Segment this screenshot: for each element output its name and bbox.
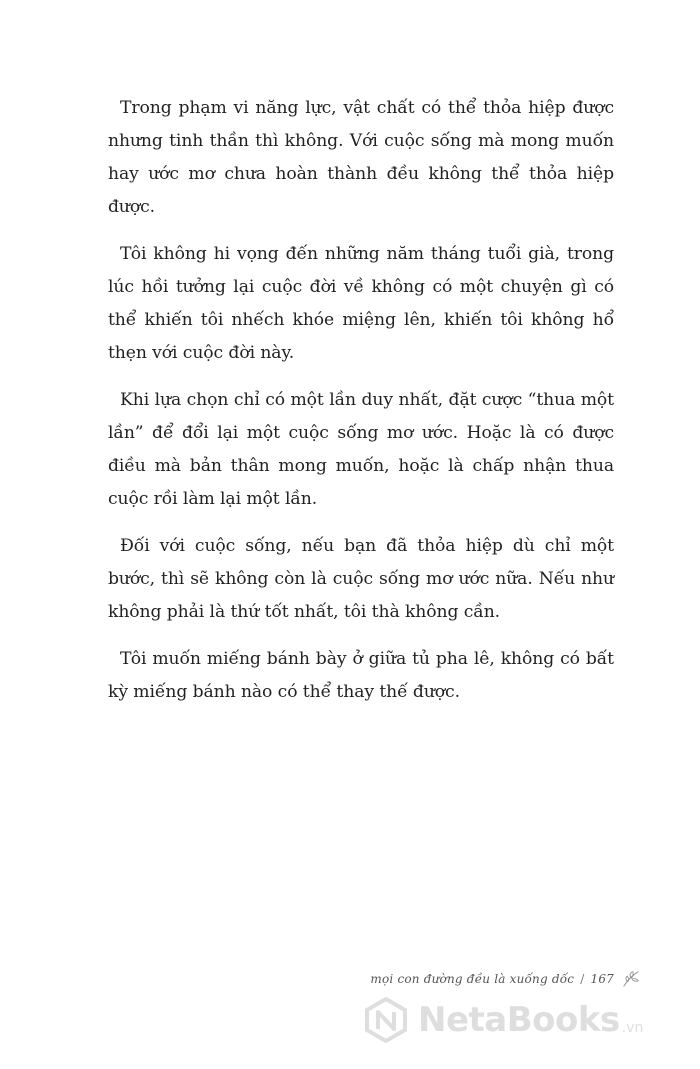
watermark-tld: .vn [621, 1020, 644, 1036]
page-number: 167 [590, 972, 614, 986]
running-title: mọi con đường đều là xuống dốc [370, 972, 575, 986]
page-footer [370, 968, 642, 990]
paragraph-2: Tôi không hi vọng đến những năm tháng tuổi già, trong lúc hồi tưởng lại cuộc đời về không có một chuyện gì có thể khiến tôi nhếch khóe miệng lên, khiến tôi không hổ thẹn với cuộc đời này. [108, 244, 614, 363]
watermark [362, 996, 643, 1044]
leaf-icon [620, 968, 642, 990]
paragraph-1: Trong phạm vi năng lực, vật chất có thể thỏa hiệp được nhưng tinh thần thì không. Với cuộc sống mà mong muốn hay ước mơ chưa hoàn thành đều không thể thỏa hiệp được. [108, 98, 614, 217]
paragraph-5: Tôi muốn miếng bánh bày ở giữa tủ pha lê, không có bất kỳ miếng bánh nào có thể thay thế được. [108, 649, 614, 702]
netabooks-logo-icon [362, 996, 410, 1044]
watermark-brand: NetaBooks [418, 1000, 620, 1040]
page-body [108, 92, 614, 723]
paragraph-3: Khi lựa chọn chỉ có một lần duy nhất, đặt cược “thua một lần” để đổi lại một cuộc sống mơ ước. Hoặc là có được điều mà bản thân mong muốn, hoặc là chấp nhận thua cuộc rồi làm lại một lần. [108, 390, 614, 509]
paragraph-4: Đối với cuộc sống, nếu bạn đã thỏa hiệp dù chỉ một bước, thì sẽ không còn là cuộc sống mơ ước nữa. Nếu như không phải là thứ tốt nhất, tôi thà không cần. [108, 536, 614, 622]
footer-separator: / [580, 972, 585, 986]
